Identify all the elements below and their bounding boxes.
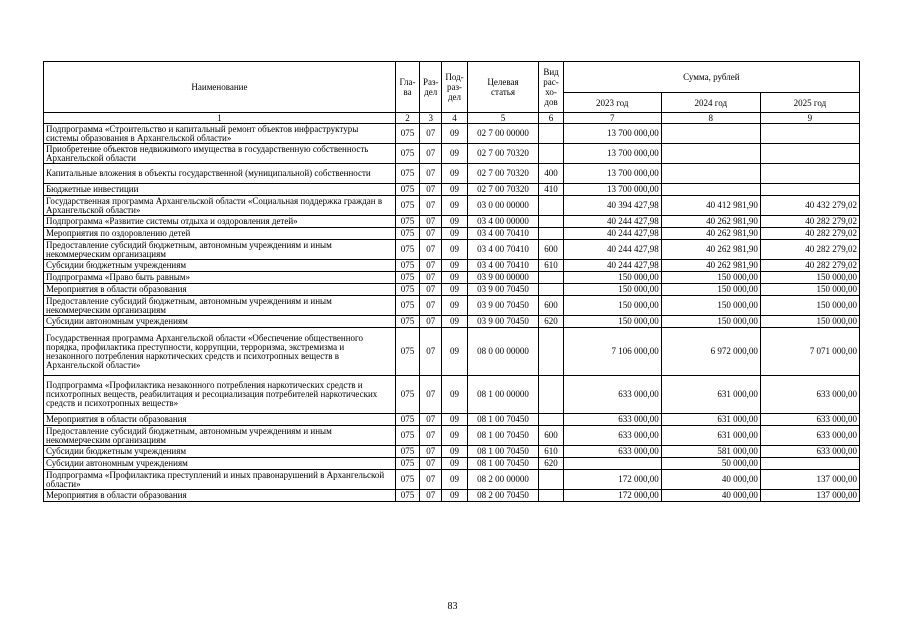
row-glava: 075	[395, 470, 419, 490]
row-vid	[539, 124, 563, 144]
row-target: 03 0 00 00000	[467, 196, 539, 216]
row-vid: 600	[539, 426, 563, 446]
row-razdel: 07	[420, 328, 442, 376]
row-sum-2023: 150 000,00	[563, 316, 661, 328]
table-row	[44, 328, 860, 376]
row-podrazdel: 09	[442, 446, 467, 458]
row-razdel: 07	[420, 272, 442, 284]
table-body	[44, 124, 860, 502]
row-vid: 410	[539, 184, 563, 196]
row-sum-2024	[661, 144, 760, 164]
row-target: 02 7 00 70320	[467, 164, 539, 184]
row-podrazdel: 09	[442, 414, 467, 426]
row-vid	[539, 144, 563, 164]
row-sum-2024: 40 262 981,90	[661, 240, 760, 260]
row-glava: 075	[395, 284, 419, 296]
row-podrazdel: 09	[442, 228, 467, 240]
row-sum-2025: 633 000,00	[760, 426, 859, 446]
row-glava: 075	[395, 196, 419, 216]
row-razdel: 07	[420, 426, 442, 446]
row-sum-2023: 40 394 427,98	[563, 196, 661, 216]
table-row	[44, 458, 860, 470]
row-sum-2024: 40 000,00	[661, 470, 760, 490]
row-sum-2024: 40 412 981,90	[661, 196, 760, 216]
row-sum-2023: 633 000,00	[563, 414, 661, 426]
row-vid: 620	[539, 316, 563, 328]
row-sum-2024: 150 000,00	[661, 316, 760, 328]
row-glava: 075	[395, 446, 419, 458]
row-name: Субсидии бюджетным учреждениям	[44, 446, 396, 458]
row-razdel: 07	[420, 260, 442, 272]
row-sum-2025: 633 000,00	[760, 414, 859, 426]
row-sum-2024: 150 000,00	[661, 296, 760, 316]
row-glava: 075	[395, 426, 419, 446]
row-glava: 075	[395, 316, 419, 328]
row-sum-2023: 13 700 000,00	[563, 144, 661, 164]
row-razdel: 07	[420, 376, 442, 414]
row-target: 08 1 00 00000	[467, 376, 539, 414]
row-sum-2025	[760, 164, 859, 184]
row-razdel: 07	[420, 196, 442, 216]
row-sum-2023	[563, 458, 661, 470]
row-target: 02 7 00 00000	[467, 124, 539, 144]
row-glava: 075	[395, 164, 419, 184]
row-sum-2023: 13 700 000,00	[563, 164, 661, 184]
row-razdel: 07	[420, 164, 442, 184]
row-target: 08 2 00 00000	[467, 470, 539, 490]
row-vid	[539, 490, 563, 502]
row-razdel: 07	[420, 124, 442, 144]
row-razdel: 07	[420, 470, 442, 490]
table-row	[44, 260, 860, 272]
row-sum-2025: 633 000,00	[760, 376, 859, 414]
row-sum-2023: 40 244 427,98	[563, 228, 661, 240]
column-number: 5	[467, 113, 539, 124]
row-name: Субсидии автономным учреждениям	[44, 458, 396, 470]
row-podrazdel: 09	[442, 426, 467, 446]
table-row	[44, 446, 860, 458]
row-name: Мероприятия в области образования	[44, 284, 396, 296]
row-podrazdel: 09	[442, 490, 467, 502]
row-target: 03 9 00 00000	[467, 272, 539, 284]
header-year-2025: 2025 год	[760, 93, 859, 113]
row-sum-2024: 631 000,00	[661, 376, 760, 414]
row-glava: 075	[395, 328, 419, 376]
table-row	[44, 490, 860, 502]
row-sum-2024: 581 000,00	[661, 446, 760, 458]
row-sum-2024	[661, 184, 760, 196]
table-row	[44, 228, 860, 240]
row-target: 03 4 00 70410	[467, 260, 539, 272]
row-glava: 075	[395, 240, 419, 260]
row-sum-2023: 40 244 427,98	[563, 216, 661, 228]
row-sum-2024: 40 000,00	[661, 490, 760, 502]
table-row	[44, 184, 860, 196]
row-vid: 620	[539, 458, 563, 470]
row-sum-2025: 150 000,00	[760, 296, 859, 316]
row-target: 02 7 00 70320	[467, 184, 539, 196]
row-vid: 600	[539, 296, 563, 316]
row-name: Мероприятия по оздоровлению детей	[44, 228, 396, 240]
row-razdel: 07	[420, 446, 442, 458]
row-glava: 075	[395, 490, 419, 502]
row-podrazdel: 09	[442, 144, 467, 164]
row-sum-2023: 40 244 427,98	[563, 240, 661, 260]
row-podrazdel: 09	[442, 316, 467, 328]
row-vid: 400	[539, 164, 563, 184]
row-target: 08 2 00 70450	[467, 490, 539, 502]
row-podrazdel: 09	[442, 376, 467, 414]
row-sum-2024: 631 000,00	[661, 414, 760, 426]
column-number: 6	[539, 113, 563, 124]
row-podrazdel: 09	[442, 272, 467, 284]
row-vid: 610	[539, 260, 563, 272]
row-name: Предоставление субсидий бюджетным, автономным учреждениям и иным некоммерческим организациям	[44, 240, 396, 260]
table-row	[44, 296, 860, 316]
row-vid: 600	[539, 240, 563, 260]
row-sum-2025	[760, 124, 859, 144]
row-podrazdel: 09	[442, 164, 467, 184]
row-vid	[539, 284, 563, 296]
row-glava: 075	[395, 260, 419, 272]
row-name: Предоставление субсидий бюджетным, автономным учреждениям и иным некоммерческим организациям	[44, 426, 396, 446]
row-sum-2024: 150 000,00	[661, 284, 760, 296]
row-podrazdel: 09	[442, 124, 467, 144]
row-glava: 075	[395, 144, 419, 164]
header-name: Наименование	[44, 62, 396, 113]
column-number: 3	[420, 113, 442, 124]
row-sum-2025: 137 000,00	[760, 470, 859, 490]
row-sum-2023: 150 000,00	[563, 284, 661, 296]
row-razdel: 07	[420, 414, 442, 426]
table-row	[44, 470, 860, 490]
row-sum-2025: 40 282 279,02	[760, 240, 859, 260]
row-podrazdel: 09	[442, 260, 467, 272]
row-sum-2024: 40 262 981,90	[661, 216, 760, 228]
row-sum-2025: 633 000,00	[760, 446, 859, 458]
row-sum-2024: 40 262 981,90	[661, 228, 760, 240]
row-sum-2023: 40 244 427,98	[563, 260, 661, 272]
row-glava: 075	[395, 414, 419, 426]
row-target: 02 7 00 70320	[467, 144, 539, 164]
row-sum-2023: 7 106 000,00	[563, 328, 661, 376]
row-podrazdel: 09	[442, 296, 467, 316]
row-podrazdel: 09	[442, 240, 467, 260]
row-name: Подпрограмма «Право быть равным»	[44, 272, 396, 284]
row-razdel: 07	[420, 284, 442, 296]
header-year-2023: 2023 год	[563, 93, 661, 113]
row-sum-2023: 172 000,00	[563, 470, 661, 490]
row-target: 08 1 00 70450	[467, 446, 539, 458]
table-row	[44, 240, 860, 260]
column-number: 8	[661, 113, 760, 124]
table-row	[44, 284, 860, 296]
row-sum-2025: 150 000,00	[760, 284, 859, 296]
row-razdel: 07	[420, 144, 442, 164]
row-razdel: 07	[420, 316, 442, 328]
header-razdel: Раз- дел	[420, 62, 442, 113]
row-razdel: 07	[420, 296, 442, 316]
row-vid	[539, 196, 563, 216]
row-target: 03 4 00 00000	[467, 216, 539, 228]
row-sum-2024: 150 000,00	[661, 272, 760, 284]
row-sum-2025	[760, 144, 859, 164]
column-number: 2	[395, 113, 419, 124]
table-row	[44, 144, 860, 164]
row-name: Капитальные вложения в объекты государственной (муниципальной) собственности	[44, 164, 396, 184]
row-sum-2023: 150 000,00	[563, 272, 661, 284]
row-sum-2025: 150 000,00	[760, 316, 859, 328]
row-sum-2023: 172 000,00	[563, 490, 661, 502]
table-row	[44, 164, 860, 184]
row-glava: 075	[395, 184, 419, 196]
row-sum-2023: 13 700 000,00	[563, 184, 661, 196]
row-name: Подпрограмма «Строительство и капитальный ремонт объектов инфраструктуры системы образования в Архангельской области»	[44, 124, 396, 144]
row-podrazdel: 09	[442, 216, 467, 228]
row-podrazdel: 09	[442, 458, 467, 470]
row-name: Мероприятия в области образования	[44, 490, 396, 502]
row-podrazdel: 09	[442, 196, 467, 216]
row-glava: 075	[395, 296, 419, 316]
row-name: Предоставление субсидий бюджетным, автономным учреждениям и иным некоммерческим организациям	[44, 296, 396, 316]
table-row	[44, 414, 860, 426]
row-name: Подпрограмма «Профилактика незаконного потребления наркотических средств и психотропных веществ, реабилитация и ресоциализация потребителей наркотических средств и психотропных веществ»	[44, 376, 396, 414]
row-razdel: 07	[420, 184, 442, 196]
row-target: 03 4 00 70410	[467, 240, 539, 260]
row-target: 03 9 00 70450	[467, 284, 539, 296]
header-sum: Сумма, рублей	[563, 62, 859, 93]
row-vid	[539, 470, 563, 490]
row-sum-2023: 633 000,00	[563, 446, 661, 458]
row-target: 08 1 00 70450	[467, 426, 539, 446]
header-target: Целевая статья	[467, 62, 539, 113]
row-glava: 075	[395, 216, 419, 228]
budget-table	[43, 61, 860, 502]
row-sum-2025: 40 282 279,02	[760, 228, 859, 240]
row-vid: 610	[539, 446, 563, 458]
table-row	[44, 124, 860, 144]
header-podrazdel: Под- раз- дел	[442, 62, 467, 113]
row-podrazdel: 09	[442, 328, 467, 376]
row-razdel: 07	[420, 240, 442, 260]
row-target: 08 1 00 70450	[467, 414, 539, 426]
row-name: Бюджетные инвестиции	[44, 184, 396, 196]
table-row	[44, 216, 860, 228]
row-glava: 075	[395, 376, 419, 414]
table-row	[44, 272, 860, 284]
row-name: Мероприятия в области образования	[44, 414, 396, 426]
row-vid	[539, 272, 563, 284]
row-glava: 075	[395, 272, 419, 284]
row-sum-2025: 40 432 279,02	[760, 196, 859, 216]
page-number: 83	[447, 601, 458, 612]
row-vid	[539, 376, 563, 414]
row-sum-2023: 633 000,00	[563, 426, 661, 446]
row-glava: 075	[395, 124, 419, 144]
row-vid	[539, 328, 563, 376]
row-sum-2023: 150 000,00	[563, 296, 661, 316]
row-target: 08 1 00 70450	[467, 458, 539, 470]
row-vid	[539, 216, 563, 228]
row-vid	[539, 414, 563, 426]
table-row	[44, 196, 860, 216]
column-number: 7	[563, 113, 661, 124]
table-row	[44, 376, 860, 414]
row-name: Подпрограмма «Развитие системы отдыха и оздоровления детей»	[44, 216, 396, 228]
row-name: Подпрограмма «Профилактика преступлений и иных правонарушений в Архангельской области»	[44, 470, 396, 490]
row-sum-2024: 6 972 000,00	[661, 328, 760, 376]
row-sum-2025: 137 000,00	[760, 490, 859, 502]
row-razdel: 07	[420, 216, 442, 228]
row-name: Приобретение объектов недвижимого имущества в государственную собственность Архангельской области	[44, 144, 396, 164]
header-vid: Вид рас- хо- дов	[539, 62, 563, 113]
row-razdel: 07	[420, 490, 442, 502]
row-glava: 075	[395, 228, 419, 240]
row-sum-2024: 40 262 981,90	[661, 260, 760, 272]
header-glava: Гла- ва	[395, 62, 419, 113]
table-row	[44, 426, 860, 446]
row-podrazdel: 09	[442, 184, 467, 196]
row-sum-2025	[760, 458, 859, 470]
row-sum-2024	[661, 124, 760, 144]
row-name: Субсидии автономным учреждениям	[44, 316, 396, 328]
row-target: 03 9 00 70450	[467, 296, 539, 316]
row-razdel: 07	[420, 228, 442, 240]
row-sum-2024: 631 000,00	[661, 426, 760, 446]
header-year-2024: 2024 год	[661, 93, 760, 113]
row-vid	[539, 228, 563, 240]
row-sum-2024	[661, 164, 760, 184]
row-target: 08 0 00 00000	[467, 328, 539, 376]
row-sum-2025: 7 071 000,00	[760, 328, 859, 376]
row-sum-2025: 40 282 279,02	[760, 216, 859, 228]
column-number: 9	[760, 113, 859, 124]
row-glava: 075	[395, 458, 419, 470]
row-podrazdel: 09	[442, 284, 467, 296]
column-number: 4	[442, 113, 467, 124]
row-target: 03 9 00 70450	[467, 316, 539, 328]
row-name: Государственная программа Архангельской области «Обеспечение общественного порядка, профилактика преступности, коррупции, терроризма, экстремизма и незаконного потребления наркотических средств и психотропных веществ в Архангельской области»	[44, 328, 396, 376]
row-sum-2024: 50 000,00	[661, 458, 760, 470]
row-podrazdel: 09	[442, 470, 467, 490]
table-row	[44, 316, 860, 328]
row-name: Государственная программа Архангельской области «Социальная поддержка граждан в Архангельской области»	[44, 196, 396, 216]
row-sum-2023: 633 000,00	[563, 376, 661, 414]
row-sum-2025	[760, 184, 859, 196]
row-sum-2023: 13 700 000,00	[563, 124, 661, 144]
row-sum-2025: 40 282 279,02	[760, 260, 859, 272]
row-sum-2025: 150 000,00	[760, 272, 859, 284]
row-target: 03 4 00 70410	[467, 228, 539, 240]
row-razdel: 07	[420, 458, 442, 470]
column-number: 1	[44, 113, 396, 124]
row-name: Субсидии бюджетным учреждениям	[44, 260, 396, 272]
